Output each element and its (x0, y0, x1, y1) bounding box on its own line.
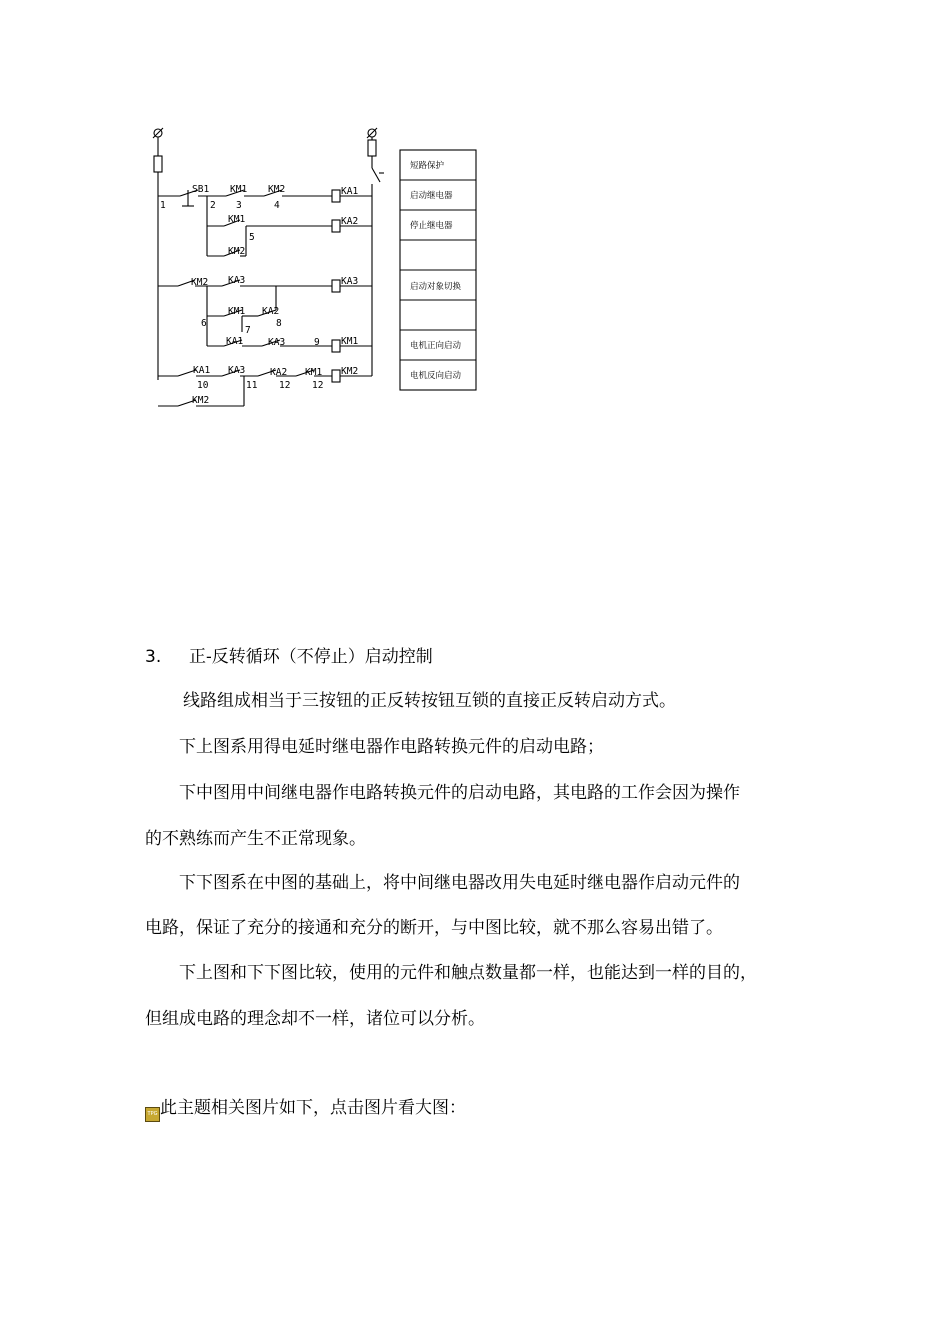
related-images-text[interactable]: 此主题相关图片如下，点击图片看大图： (160, 1098, 466, 1118)
label-ka3-coil: KA3 (341, 276, 359, 287)
related-images-line[interactable] (145, 1096, 466, 1122)
label-km2-coil: KM2 (341, 366, 359, 377)
label-km1-r4: KM1 (228, 306, 246, 317)
legend-row-1: 短路保护 (410, 161, 445, 171)
paragraph-4-line-2: 电路，保证了充分的接通和充分的断开，与中图比较，就不那么容易出错了。 (145, 918, 723, 938)
label-ka2-r4: KA2 (262, 306, 280, 317)
label-km1-r2: KM1 (228, 214, 246, 225)
legend-row-2: 启动继电器 (410, 191, 453, 201)
node-8: 8 (276, 318, 282, 329)
label-km2-r2: KM2 (228, 246, 246, 257)
node-10: 10 (197, 380, 209, 391)
paragraph-3-line-1: 下中图用中间继电器作电路转换元件的启动电路，其电路的工作会因为操作 (179, 783, 740, 803)
label-ka3-r3: KA3 (228, 275, 246, 286)
node-1: 1 (160, 200, 166, 211)
label-ka3-r5: KA3 (268, 337, 286, 348)
label-ka1-coil: KA1 (341, 186, 359, 197)
label-ka3-r6: KA3 (228, 365, 246, 376)
paragraph-2: 下上图系用得电延时继电器作电路转换元件的启动电路； (179, 737, 604, 757)
node-12a: 12 (279, 380, 291, 391)
paragraph-4-line-1: 下下图系在中图的基础上，将中间继电器改用失电延时继电器作启动元件的 (179, 873, 740, 893)
paragraph-3-line-2: 的不熟练而产生不正常现象。 (145, 829, 366, 849)
label-km1-r6: KM1 (305, 367, 323, 378)
label-km2-r3: KM2 (191, 277, 209, 288)
node-12b: 12 (312, 380, 324, 391)
paragraph-5-line-2: 但组成电路的理念却不一样，诸位可以分析。 (145, 1009, 485, 1029)
section-heading (145, 645, 825, 669)
label-ka1-r6: KA1 (193, 365, 211, 376)
label-km2-r1: KM2 (268, 184, 286, 195)
label-ka1-r5: KA1 (226, 336, 244, 347)
section-title: 正-反转循环（不停止）启动控制 (189, 647, 433, 667)
node-3: 3 (236, 200, 242, 211)
node-4: 4 (274, 200, 280, 211)
label-ka2-r6: KA2 (270, 367, 288, 378)
section-number: 3. (145, 647, 162, 667)
legend-row-7: 电机正向启动 (410, 341, 462, 351)
label-km1-coil: KM1 (341, 336, 359, 347)
node-2: 2 (210, 200, 216, 211)
legend-row-5: 启动对象切换 (410, 282, 462, 292)
label-sb1: SB1 (192, 184, 210, 195)
label-km1-r1: KM1 (230, 184, 248, 195)
paragraph-5-line-1: 下上图和下下图比较，使用的元件和触点数量都一样，也能达到一样的目的， (179, 963, 757, 983)
label-km2-r7: KM2 (192, 395, 210, 406)
node-7: 7 (245, 325, 251, 336)
node-6: 6 (201, 318, 207, 329)
legend-row-8: 电机反向启动 (410, 371, 462, 381)
legend-row-3: 停止继电器 (410, 221, 453, 231)
circuit-diagram (0, 0, 950, 430)
node-9: 9 (314, 337, 320, 348)
node-5: 5 (249, 232, 255, 243)
node-11: 11 (246, 380, 258, 391)
picture-icon: TPG (145, 1107, 160, 1122)
paragraph-1: 线路组成相当于三按钮的正反转按钮互锁的直接正反转启动方式。 (183, 691, 676, 711)
label-ka2-coil: KA2 (341, 216, 359, 227)
